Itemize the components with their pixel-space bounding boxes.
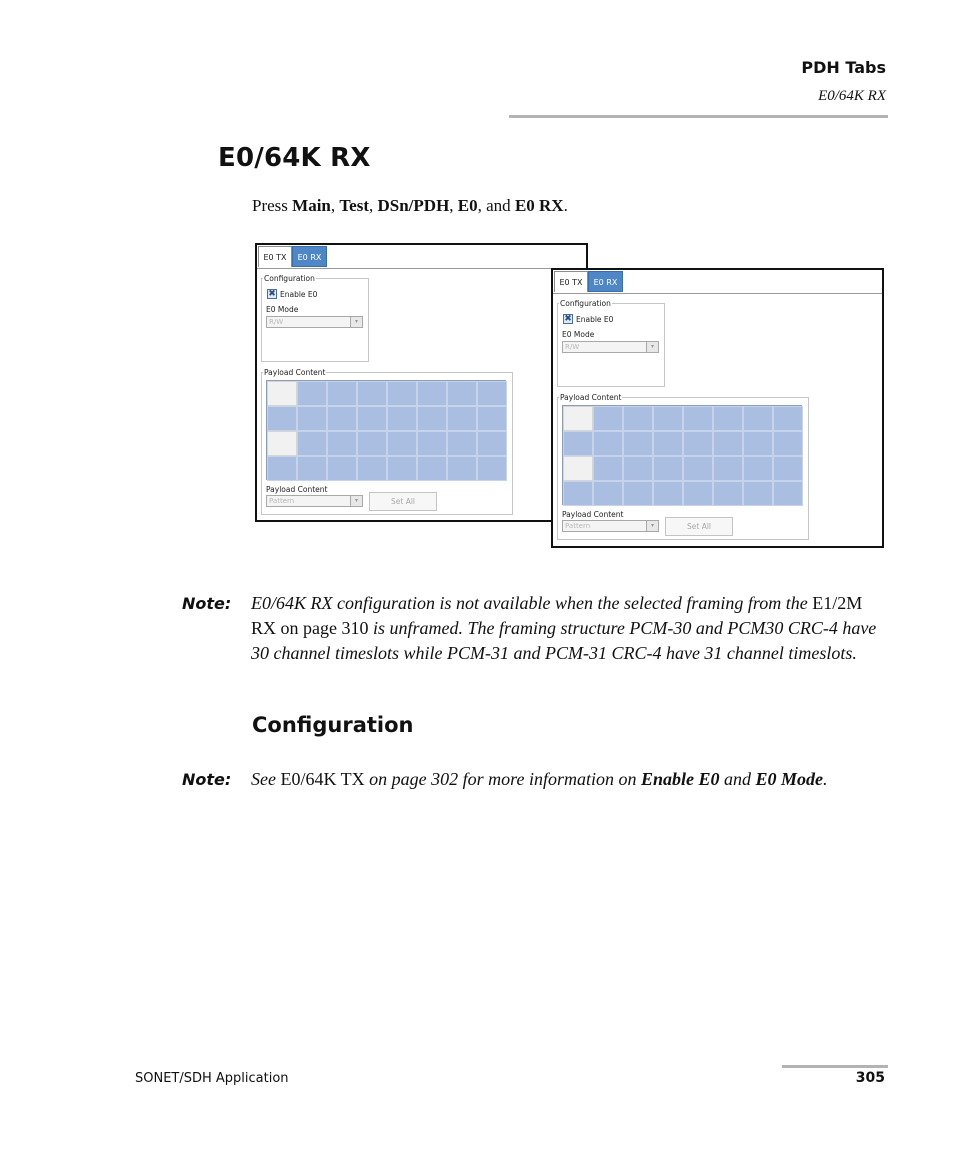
note2-see: See — [251, 769, 281, 789]
timeslot-cell[interactable] — [477, 381, 507, 406]
tab-bar — [553, 270, 882, 294]
timeslot-grid — [266, 380, 506, 480]
timeslot-cell[interactable] — [417, 456, 447, 481]
xref-page: on page 310 — [276, 618, 369, 638]
configuration-label: Configuration — [264, 274, 315, 283]
set-all-button[interactable]: Set All — [369, 492, 437, 511]
section-heading-configuration: Configuration — [252, 713, 414, 737]
timeslot-cell[interactable] — [563, 456, 593, 481]
timeslot-cell[interactable] — [593, 406, 623, 431]
xref-e0-64k-tx[interactable]: E0/64K TX — [280, 769, 365, 789]
timeslot-cell[interactable] — [447, 431, 477, 456]
e0-mode-select[interactable] — [266, 316, 363, 328]
note2-bold-enable: Enable E0 — [640, 769, 720, 789]
footer-rule — [782, 1065, 888, 1068]
timeslot-cell[interactable] — [477, 456, 507, 481]
timeslot-cell[interactable] — [327, 381, 357, 406]
timeslot-cell[interactable] — [297, 431, 327, 456]
note2-bold-mode: E0 Mode — [755, 769, 823, 789]
e0-mode-value: R/W — [269, 318, 284, 326]
tab-e0-tx[interactable]: E0 TX — [258, 246, 292, 267]
running-header-subsection: E0/64K RX — [818, 88, 886, 104]
note-label: Note: — [182, 594, 232, 613]
timeslot-cell[interactable] — [563, 481, 593, 506]
timeslot-cell[interactable] — [593, 431, 623, 456]
screenshot-window-front — [551, 268, 884, 548]
timeslot-grid — [562, 405, 802, 505]
timeslot-cell[interactable] — [773, 481, 803, 506]
note-label-2: Note: — [182, 770, 232, 789]
timeslot-cell[interactable] — [357, 381, 387, 406]
tab-e0-tx[interactable]: E0 TX — [554, 271, 588, 292]
timeslot-cell[interactable] — [713, 431, 743, 456]
payload-content-label: Payload Content — [562, 510, 624, 519]
dsn-keyword: DSn/PDH — [377, 196, 450, 215]
and-word: , and — [477, 196, 511, 215]
timeslot-cell[interactable] — [387, 381, 417, 406]
e0-keyword: E0 — [457, 196, 478, 215]
timeslot-cell[interactable] — [417, 406, 447, 431]
timeslot-cell[interactable] — [477, 406, 507, 431]
timeslot-cell[interactable] — [477, 431, 507, 456]
timeslot-cell[interactable] — [267, 431, 297, 456]
configuration-label: Configuration — [560, 299, 611, 308]
press-word: Press — [252, 196, 288, 215]
chevron-down-icon: ▾ — [646, 342, 658, 352]
note-body — [251, 591, 891, 666]
timeslot-cell[interactable] — [773, 456, 803, 481]
page-title: E0/64K RX — [218, 143, 371, 173]
tab-e0-rx[interactable]: E0 RX — [588, 271, 623, 292]
timeslot-cell[interactable] — [713, 406, 743, 431]
xref-e1-2m-rx[interactable]: E1/2M RX — [251, 593, 863, 638]
chevron-down-icon: ▾ — [646, 521, 658, 531]
timeslot-cell[interactable] — [623, 456, 653, 481]
timeslot-cell[interactable] — [447, 456, 477, 481]
timeslot-cell[interactable] — [357, 431, 387, 456]
footer-title: SONET/SDH Application — [135, 1071, 289, 1086]
timeslot-cell[interactable] — [653, 431, 683, 456]
timeslot-cell[interactable] — [327, 431, 357, 456]
timeslot-cell[interactable] — [653, 481, 683, 506]
timeslot-cell[interactable] — [327, 406, 357, 431]
enable-e0-label: Enable E0 — [280, 290, 318, 299]
timeslot-cell[interactable] — [653, 456, 683, 481]
enable-e0-label: Enable E0 — [576, 315, 614, 324]
timeslot-cell[interactable] — [267, 456, 297, 481]
timeslot-cell[interactable] — [743, 406, 773, 431]
note-text-part1: E0/64K RX configuration is not available when the selected framing from the — [251, 593, 813, 613]
note2-end: . — [823, 769, 828, 789]
payload-content-label: Payload Content — [266, 485, 328, 494]
pattern-select[interactable] — [562, 520, 659, 532]
tab-bar — [257, 245, 586, 269]
e0-mode-label: E0 Mode — [266, 305, 299, 314]
timeslot-cell[interactable] — [267, 406, 297, 431]
e0-mode-select[interactable] — [562, 341, 659, 353]
timeslot-cell[interactable] — [447, 381, 477, 406]
intro-instruction: Press Main, Test, DSn/PDH, E0, and E0 RX. — [252, 196, 568, 215]
note2-mid: on page 302 for more information on — [364, 769, 641, 789]
page-number: 305 — [855, 1070, 885, 1086]
timeslot-cell[interactable] — [683, 431, 713, 456]
timeslot-cell[interactable] — [327, 456, 357, 481]
timeslot-cell[interactable] — [267, 381, 297, 406]
e0-mode-label: E0 Mode — [562, 330, 595, 339]
timeslot-cell[interactable] — [623, 431, 653, 456]
e0-mode-value: R/W — [565, 343, 580, 351]
main-keyword: Main — [292, 196, 331, 215]
timeslot-cell[interactable] — [297, 381, 327, 406]
timeslot-cell[interactable] — [357, 456, 387, 481]
timeslot-cell[interactable] — [417, 381, 447, 406]
timeslot-cell[interactable] — [357, 406, 387, 431]
timeslot-cell[interactable] — [593, 456, 623, 481]
note-body-2 — [251, 767, 891, 792]
pattern-value: Pattern — [269, 497, 295, 505]
timeslot-cell[interactable] — [593, 481, 623, 506]
timeslot-cell[interactable] — [743, 481, 773, 506]
header-rule — [509, 115, 888, 118]
timeslot-cell[interactable] — [683, 481, 713, 506]
payload-content-grid-label: Payload Content — [560, 393, 622, 402]
payload-content-grid-label: Payload Content — [264, 368, 326, 377]
timeslot-cell[interactable] — [563, 431, 593, 456]
set-all-button[interactable]: Set All — [665, 517, 733, 536]
timeslot-cell[interactable] — [447, 406, 477, 431]
timeslot-cell[interactable] — [297, 406, 327, 431]
pattern-value: Pattern — [565, 522, 591, 530]
timeslot-cell[interactable] — [623, 481, 653, 506]
timeslot-cell[interactable] — [683, 456, 713, 481]
period: . — [563, 196, 568, 215]
pattern-select[interactable] — [266, 495, 363, 507]
timeslot-cell[interactable] — [743, 456, 773, 481]
running-header-section: PDH Tabs — [801, 58, 886, 77]
timeslot-cell[interactable] — [623, 406, 653, 431]
test-keyword: Test — [339, 196, 369, 215]
enable-e0-checkbox[interactable]: ✖ — [564, 314, 572, 324]
timeslot-cell[interactable] — [387, 406, 417, 431]
note2-and: and — [719, 769, 756, 789]
timeslot-cell[interactable] — [773, 406, 803, 431]
timeslot-cell[interactable] — [387, 431, 417, 456]
chevron-down-icon: ▾ — [350, 317, 362, 327]
timeslot-cell[interactable] — [773, 431, 803, 456]
timeslot-cell[interactable] — [743, 431, 773, 456]
enable-e0-checkbox[interactable]: ✖ — [268, 289, 276, 299]
timeslot-cell[interactable] — [653, 406, 683, 431]
timeslot-cell[interactable] — [297, 456, 327, 481]
timeslot-cell[interactable] — [417, 431, 447, 456]
timeslot-cell[interactable] — [683, 406, 713, 431]
timeslot-cell[interactable] — [713, 456, 743, 481]
e0rx-keyword: E0 RX — [514, 196, 564, 215]
timeslot-cell[interactable] — [563, 406, 593, 431]
timeslot-cell[interactable] — [713, 481, 743, 506]
chevron-down-icon: ▾ — [350, 496, 362, 506]
timeslot-cell[interactable] — [387, 456, 417, 481]
screenshot-window-back — [255, 243, 588, 522]
note-text-part2: is unframed. The framing structure PCM-30 and PCM30 CRC-4 have 30 channel timeslots while PCM-31 and PCM-31 CRC-4 have 31 channel timeslots. — [251, 618, 877, 663]
tab-e0-rx[interactable]: E0 RX — [292, 246, 327, 267]
